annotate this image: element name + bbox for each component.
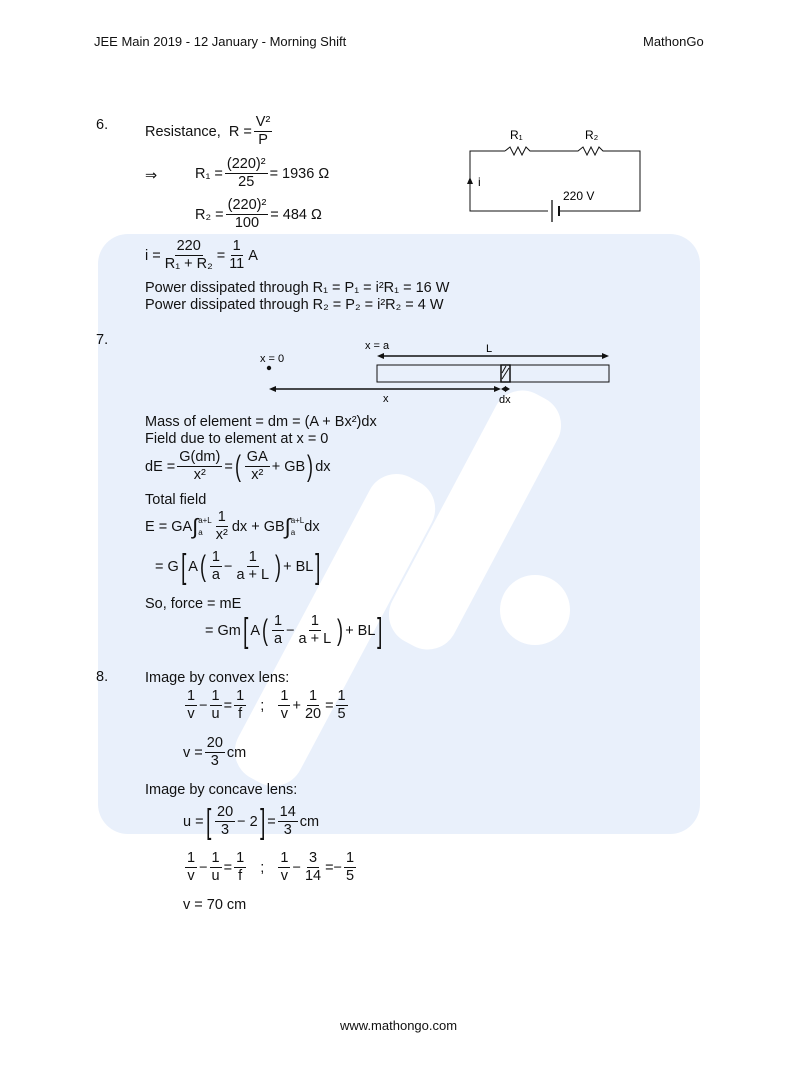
lhs: dE = xyxy=(145,458,176,475)
fraction: $\frac{1}{v}$ xyxy=(187,688,196,722)
svg-text:i: i xyxy=(478,175,481,189)
fraction: $\frac{1}{20}$ xyxy=(304,688,322,722)
force-result xyxy=(205,613,385,648)
eq: = xyxy=(224,458,233,475)
total-field-label: Total field xyxy=(145,492,207,508)
fraction: $\frac{\text{(220)²}}{100}$ xyxy=(227,197,267,231)
unit: A xyxy=(248,247,258,264)
question-number-6: 6. xyxy=(96,117,109,133)
svg-text:x = 0: x = 0 xyxy=(260,353,285,365)
fraction: $\frac{1}{a + L}$ xyxy=(298,613,332,647)
paren: ) xyxy=(275,549,282,583)
fraction: $\frac{1}{v}$ xyxy=(280,688,289,722)
lens-formula-convex: $\frac{1}{v}$ − $\frac{1}{u}$ = $\frac{1}{f}$ ; $\frac{1}{v}$ + $\frac{1}{20}$ = $\frac{1}{5}$ xyxy=(187,688,346,722)
svg-text:R₂: R₂ xyxy=(585,128,599,142)
power-r1: Power dissipated through R₁ = P₁ = i²R₁ = 16 W xyxy=(145,280,450,296)
two: 2 xyxy=(249,813,258,830)
lhs: R = xyxy=(228,123,252,140)
unit: cm xyxy=(226,744,247,761)
fraction: $\frac{14}{3}$ xyxy=(279,804,296,838)
bracket: ] xyxy=(377,611,383,650)
bracket: ] xyxy=(259,802,266,841)
minus: − xyxy=(223,558,233,575)
lhs: u = xyxy=(183,813,204,830)
lhs: R₁ = xyxy=(195,165,223,182)
convex-label: Image by convex lens: xyxy=(145,670,290,686)
r1-calc xyxy=(195,156,329,191)
bracket: ] xyxy=(315,547,321,586)
paren: ) xyxy=(337,613,344,647)
fraction: $\frac{1}{a}$ xyxy=(273,613,283,647)
implies-symbol: ⇒ xyxy=(145,168,158,184)
paren: ( xyxy=(199,549,206,583)
bracket: [ xyxy=(180,547,187,586)
fraction: $\frac{1}{5}$ xyxy=(346,850,355,884)
paren: ) xyxy=(307,449,314,483)
lhs: v = xyxy=(183,744,203,761)
bracket: [ xyxy=(242,611,249,650)
svg-text:x: x xyxy=(383,393,389,405)
fraction: $\frac{\text{(220)²}}{25}$ xyxy=(226,156,266,190)
question-number-8: 8. xyxy=(96,669,109,685)
u-concave: u = [ $\frac{20}{3}$ − 2 ] = $\frac{14}{3}$ cm xyxy=(183,802,320,841)
dx: dx xyxy=(315,458,331,475)
fraction: $\frac{1}{v}$ xyxy=(280,850,289,884)
svg-text:L: L xyxy=(486,343,493,355)
lhs: R₂ = xyxy=(195,206,224,223)
fraction: $\frac{GA}{\text{x²}}$ xyxy=(246,449,268,483)
paren: ( xyxy=(234,449,241,483)
fraction: $\frac{G(dm)}{\text{x²}}$ xyxy=(179,449,221,483)
bracket: [ xyxy=(205,802,211,841)
svg-text:R₁: R₁ xyxy=(510,128,523,142)
header-brand: MathonGo xyxy=(643,34,704,49)
power-r2: Power dissipated through R₂ = P₂ = i²R₂ = 4 W xyxy=(145,297,444,313)
fraction: $\frac{1}{5}$ xyxy=(337,688,346,722)
v-convex xyxy=(183,735,246,770)
footer-url[interactable]: www.mathongo.com xyxy=(340,1018,458,1033)
limits: a+L a xyxy=(290,515,305,537)
fraction: $\frac{20}{3}$ xyxy=(217,804,234,838)
A: A xyxy=(188,558,198,575)
fraction: $\frac{1}{f}$ xyxy=(236,688,245,722)
header-title: JEE Main 2019 - 12 January - Morning Shift xyxy=(94,34,347,49)
lens-formula-concave: $\frac{1}{v}$ − $\frac{1}{u}$ = $\frac{1}{f}$ ; $\frac{1}{v}$ − $\frac{3}{14}$ =− $\frac{1}{5}$ xyxy=(187,850,355,884)
BL: + BL xyxy=(345,622,376,639)
paren: ( xyxy=(261,613,268,647)
svg-text:dx: dx xyxy=(499,394,511,406)
fraction: $\frac{1}{u}$ xyxy=(211,688,220,722)
G-result xyxy=(155,549,323,584)
dx: dx xyxy=(304,518,320,535)
fraction: $\frac{1}{u}$ xyxy=(211,850,220,884)
integral-sign: ∫ xyxy=(192,513,199,539)
eq: = xyxy=(216,247,226,264)
fraction: $\frac{3}{14}$ xyxy=(304,850,322,884)
r2-calc xyxy=(195,197,322,232)
fraction: $\frac{1}{f}$ xyxy=(236,850,245,884)
field-due-label: Field due to element at x = 0 xyxy=(145,431,329,447)
rhs: = 1936 Ω xyxy=(269,165,330,182)
fraction: $\frac{1}{a}$ xyxy=(211,549,220,583)
mid: dx + GB xyxy=(231,518,285,535)
separator: ; xyxy=(260,697,265,714)
separator: ; xyxy=(260,859,265,876)
term: + GB xyxy=(271,458,306,475)
fraction: $\frac{1}{a + L}$ xyxy=(236,549,270,583)
watermark-dot xyxy=(500,575,570,645)
rod-diagram xyxy=(250,335,620,410)
svg-text:x = a: x = a xyxy=(365,340,390,352)
lhs: E = GA xyxy=(145,518,193,535)
force-label: So, force = mE xyxy=(145,596,242,612)
E-integral xyxy=(145,509,320,544)
unit: cm xyxy=(299,813,320,830)
current-calc xyxy=(145,238,258,273)
svg-text:220 V: 220 V xyxy=(563,189,595,203)
lhs: = Gm xyxy=(205,622,241,639)
mass-element: Mass of element = dm = (A + Bx²)dx xyxy=(145,414,377,430)
A: A xyxy=(250,622,260,639)
fraction: $\frac{220}{\text{R₁ + R₂}}$ xyxy=(164,238,213,272)
concave-label: Image by concave lens: xyxy=(145,782,298,798)
minus: − xyxy=(286,622,295,639)
fraction: $\frac{1}{v}$ xyxy=(187,850,196,884)
fraction: $\frac{1}{11}$ xyxy=(229,238,245,272)
fraction: $\frac{\text{V²}}{P}$ xyxy=(255,114,271,148)
rhs: = 484 Ω xyxy=(270,206,322,223)
final-answer: v = 70 cm xyxy=(183,897,247,913)
integral-sign: ∫ xyxy=(284,513,291,539)
fraction: $\frac{1}{\text{x²}}$ xyxy=(215,509,228,543)
dE-formula xyxy=(145,449,331,484)
question-number-7: 7. xyxy=(96,332,109,348)
resistance-formula xyxy=(145,114,274,149)
fraction: $\frac{20}{3}$ xyxy=(206,735,223,769)
label: Resistance, xyxy=(145,123,221,140)
limits: a+L a xyxy=(198,515,212,537)
BL: + BL xyxy=(283,558,314,575)
lhs: = G xyxy=(155,558,179,575)
lhs: i = xyxy=(145,247,161,264)
circuit-diagram xyxy=(460,120,660,225)
